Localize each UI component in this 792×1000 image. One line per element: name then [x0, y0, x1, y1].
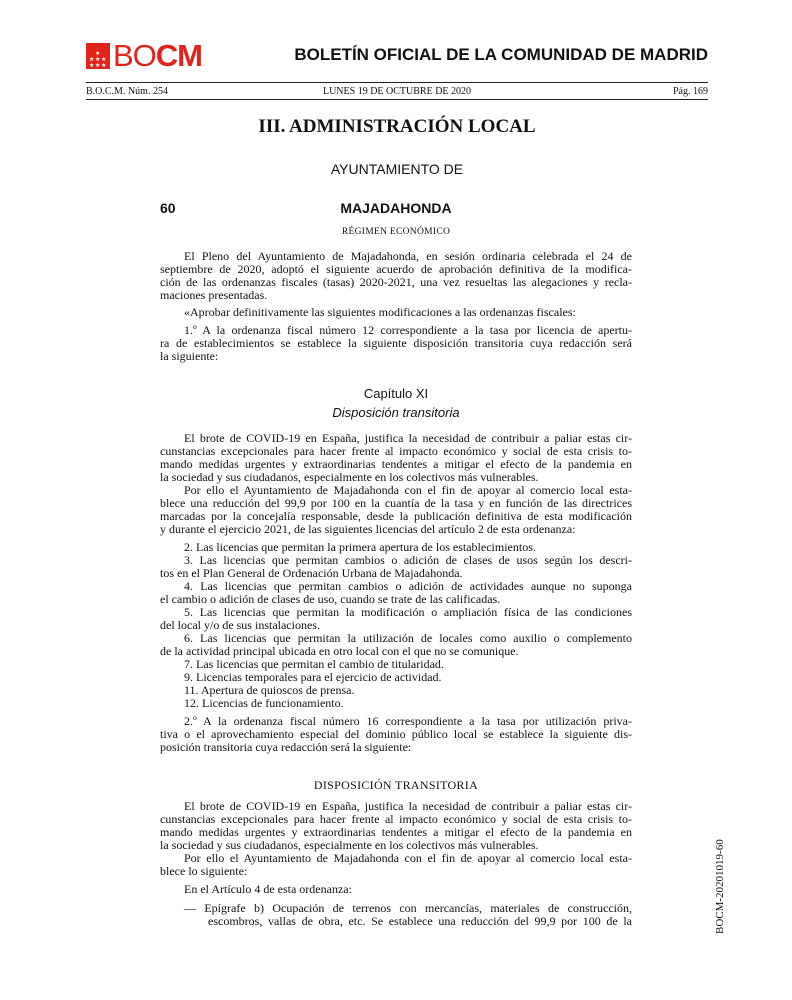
transitoria-heading: DISPOSICIÓN TRANSITORIA	[313, 778, 479, 792]
list-item: 9. Licencias temporales para el ejercicio de actividad.	[184, 670, 442, 684]
header-rule-bottom	[86, 99, 708, 100]
journal-title: BOLETÍN OFICIAL DE LA COMUNIDAD DE MADRID	[294, 45, 708, 64]
list-item: 4. Las licencias que permitan cambios o adición de actividades aunque no suponga	[184, 579, 632, 593]
body-line: maciones presentadas.	[160, 288, 268, 302]
list-item: 6. Las licencias que permitan la utilización de locales como auxilio o complemento	[184, 631, 632, 645]
body-line: 2.º A la ordenanza fiscal número 16 correspondiente a la tasa por utilización priva-	[184, 714, 632, 728]
body-line: de la actividad principal ubicada en otro local con el que no se comunique.	[160, 644, 519, 658]
body-line: la siguiente:	[160, 349, 219, 363]
list-item: 2. Las licencias que permitan la primera apertura de los establecimientos.	[184, 540, 536, 554]
body-line: escombros, vallas de obra, etc. Se establece una reducción del 99,9 por 100 de la	[208, 914, 632, 928]
body-line: del local y/o de sus instalaciones.	[160, 618, 320, 632]
chapter-subheading: Disposición transitoria	[332, 405, 460, 420]
body-line: Por ello el Ayuntamiento de Majadahonda con el fin de apoyar al comercio local esta-	[184, 851, 632, 865]
body-line: En el Artículo 4 de esta ordenanza:	[184, 882, 352, 896]
body-line: 1.º A la ordenanza fiscal número 12 correspondiente a la tasa por licencia de apertu-	[184, 323, 632, 337]
body-line: marcadas por la concejalía responsable, desde la publicación definitiva de esta modificación	[160, 509, 632, 523]
chapter-heading: Capítulo XI	[363, 386, 429, 401]
madrid-flag-icon: ★ ★ ★ ★ ★ ★ ★	[86, 43, 110, 69]
subsection-title: RÉGIMEN ECONÓMICO	[341, 227, 451, 237]
body-line: blece una reducción del 99,9 por 100 en la cuantía de la tasa y en función de las directrices	[160, 496, 632, 510]
logo-wordmark: BOCM	[113, 38, 203, 73]
body-line: El Pleno del Ayuntamiento de Majadahonda, en sesión ordinaria celebrada el 24 de	[184, 249, 632, 263]
header-rule-top	[86, 82, 708, 83]
body-line: Por ello el Ayuntamiento de Majadahonda con el fin de apoyar al comercio local esta-	[184, 483, 632, 497]
body-line: la sociedad y sus ciudadanos, especialmente en los colectivos más vulnerables.	[160, 838, 539, 852]
issue-date: LUNES 19 DE OCTUBRE DE 2020	[322, 86, 472, 97]
body-line: ra de establecimientos se establece la siguiente disposición transitoria cuya redacción será	[160, 336, 632, 350]
list-item: 3. Las licencias que permitan cambios o adición de clases de usos según los descri-	[184, 553, 632, 567]
body-line: el cambio o adición de clases de uso, cuando se trate de las calificadas.	[160, 592, 501, 606]
body-line: «Aprobar definitivamente las siguientes modificaciones a las ordenanzas fiscales:	[184, 305, 576, 319]
body-line: cunstancias excepcionales para hacer frente al impacto económico y social de esta crisis to-	[160, 444, 632, 458]
municipality-title: MAJADAHONDA	[340, 200, 452, 216]
list-item: 12. Licencias de funcionamiento.	[184, 696, 344, 710]
page-number: Pág. 169	[673, 86, 708, 97]
section-title: III. ADMINISTRACIÓN LOCAL	[258, 116, 536, 137]
organism-title: AYUNTAMIENTO DE	[330, 161, 464, 177]
body-line: El brote de COVID-19 en España, justifica la necesidad de contribuir a paliar estas cir-	[184, 799, 632, 813]
document-id-vertical: BOCM-20201019-60	[714, 839, 726, 934]
entry-number: 60	[160, 200, 176, 216]
list-item: 7. Las licencias que permitan el cambio de titularidad.	[184, 657, 444, 671]
body-line: posición transitoria cuya redacción será la siguiente:	[160, 740, 412, 754]
body-line: mando medidas urgentes y extraordinarias tendentes a mitigar el efecto de la pandemia en	[160, 457, 632, 471]
body-line: y durante el ejercicio 2021, de las siguientes licencias del artículo 2 de esta ordenanza:	[160, 522, 576, 536]
list-item: 11. Apertura de quioscos de prensa.	[184, 683, 355, 697]
body-line: tiva o el aprovechamiento especial del dominio público local se establece la siguiente dis-	[160, 727, 632, 741]
issue-number: B.O.C.M. Núm. 254	[86, 86, 168, 97]
body-line: ción de las ordenanzas fiscales (tasas) 2020-2021, una vez resueltas las alegaciones y recla-	[160, 275, 632, 289]
body-line: blece lo siguiente:	[160, 864, 248, 878]
body-line: El brote de COVID-19 en España, justifica la necesidad de contribuir a paliar estas cir-	[184, 431, 632, 445]
list-item: — Epígrafe b) Ocupación de terrenos con mercancías, materiales de construcción,	[184, 901, 632, 915]
body-line: cunstancias excepcionales para hacer frente al impacto económico y social de esta crisis to-	[160, 812, 632, 826]
body-line: septiembre de 2020, adoptó el siguiente acuerdo de aprobación definitiva de la modifica-	[160, 262, 632, 276]
body-line: mando medidas urgentes y extraordinarias tendentes a mitigar el efecto de la pandemia en	[160, 825, 632, 839]
list-item: 5. Las licencias que permitan la modificación o ampliación física de las condiciones	[184, 605, 632, 619]
bocm-logo	[86, 40, 202, 72]
body-line: tos en el Plan General de Ordenación Urbana de Majadahonda.	[160, 566, 463, 580]
body-line: la sociedad y sus ciudadanos, especialmente en los colectivos más vulnerables.	[160, 470, 539, 484]
